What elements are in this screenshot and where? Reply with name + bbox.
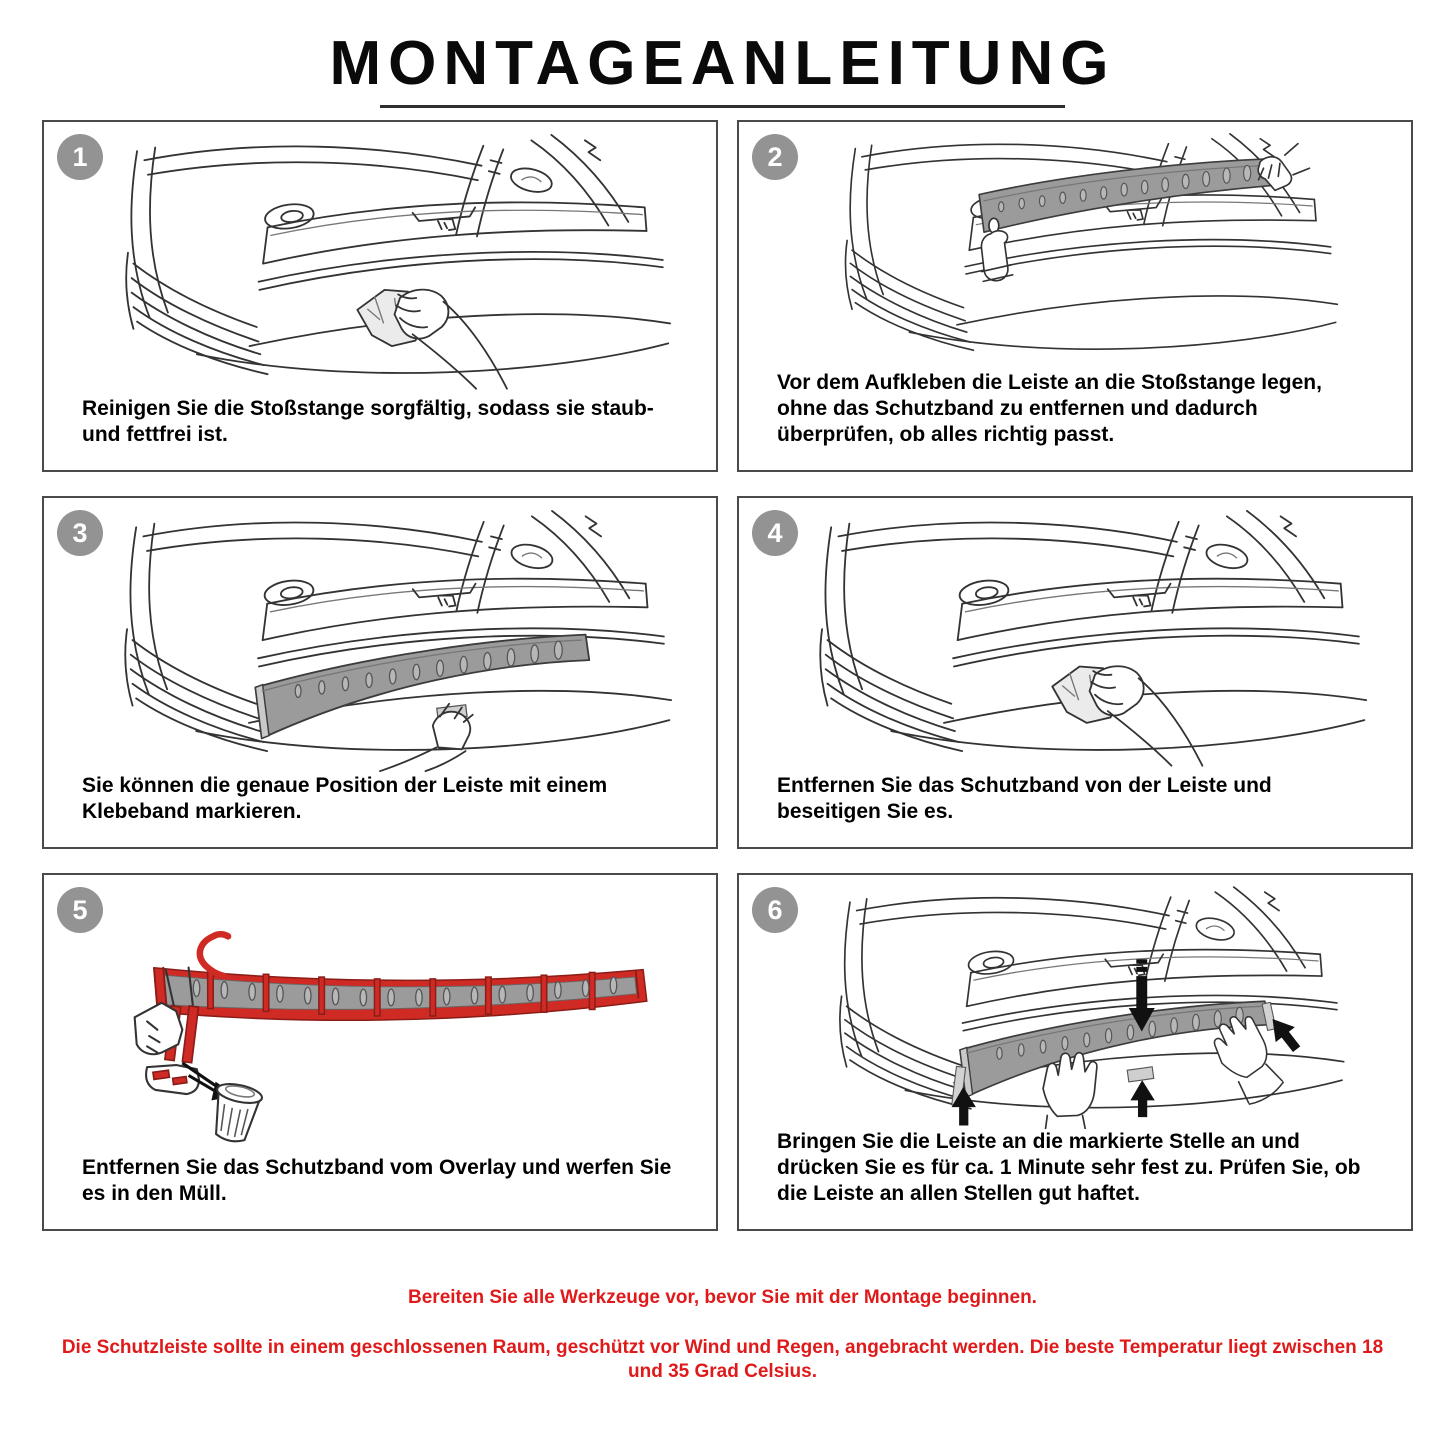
car-rear-cleaning-illustration [44,122,716,396]
footer-warnings [0,1287,1445,1384]
strip-fit-check-illustration [739,122,1411,370]
step-panel-3 [42,496,718,849]
step-panel-1 [42,120,718,472]
step-number-badge: 1 [57,134,103,180]
step-number-badge: 4 [752,510,798,556]
step-caption: Reinigen Sie die Stoßstange sorgfältig, sodass sie staub- und fettfrei ist. [82,397,654,447]
step-caption: Vor dem Aufkleben die Leiste an die Stoßstange legen, ohne das Schutzband zu entfernen und dadurch überprüfen, ob alles richtig passt. [777,371,1322,447]
step-number-badge: 2 [752,134,798,180]
strip-position-marking-illustration [44,498,716,773]
steps-grid [42,120,1445,1231]
step-panel-6 [737,873,1413,1231]
overlay-tape-disposal-illustration [44,875,716,1155]
step-caption: Entfernen Sie das Schutzband von der Leiste und beseitigen Sie es. [777,774,1272,824]
footer-warning-environment: Die Schutzleiste sollte in einem geschlossenen Raum, geschützt vor Wind und Regen, angebracht werden. Die beste Temperatur liegt zwischen 18 und 35 Grad Celsius. [61,1337,1384,1382]
step-caption: Entfernen Sie das Schutzband vom Overlay und werfen Sie es in den Müll. [82,1156,672,1206]
title-underline [380,105,1065,108]
step-number-badge: 5 [57,887,103,933]
protective-tape-removal-illustration [739,498,1411,773]
step-number-badge: 3 [57,510,103,556]
page-title: MONTAGEANLEITUNG [329,29,1116,98]
step-caption: Bringen Sie die Leiste an die markierte Stelle an und drücken Sie es für ca. 1 Minute sehr fest zu. Prüfen Sie, ob die Leiste an allen Stellen gut haftet. [777,1130,1361,1206]
step-number-badge: 6 [752,887,798,933]
step-panel-2 [737,120,1413,472]
strip-pressing-illustration [739,875,1411,1129]
footer-warning-tools: Bereiten Sie alle Werkzeuge vor, bevor Sie mit der Montage beginnen. [408,1287,1037,1309]
step-panel-4 [737,496,1413,849]
step-caption: Sie können die genaue Position der Leiste mit einem Klebeband markieren. [82,774,608,824]
step-panel-5 [42,873,718,1231]
